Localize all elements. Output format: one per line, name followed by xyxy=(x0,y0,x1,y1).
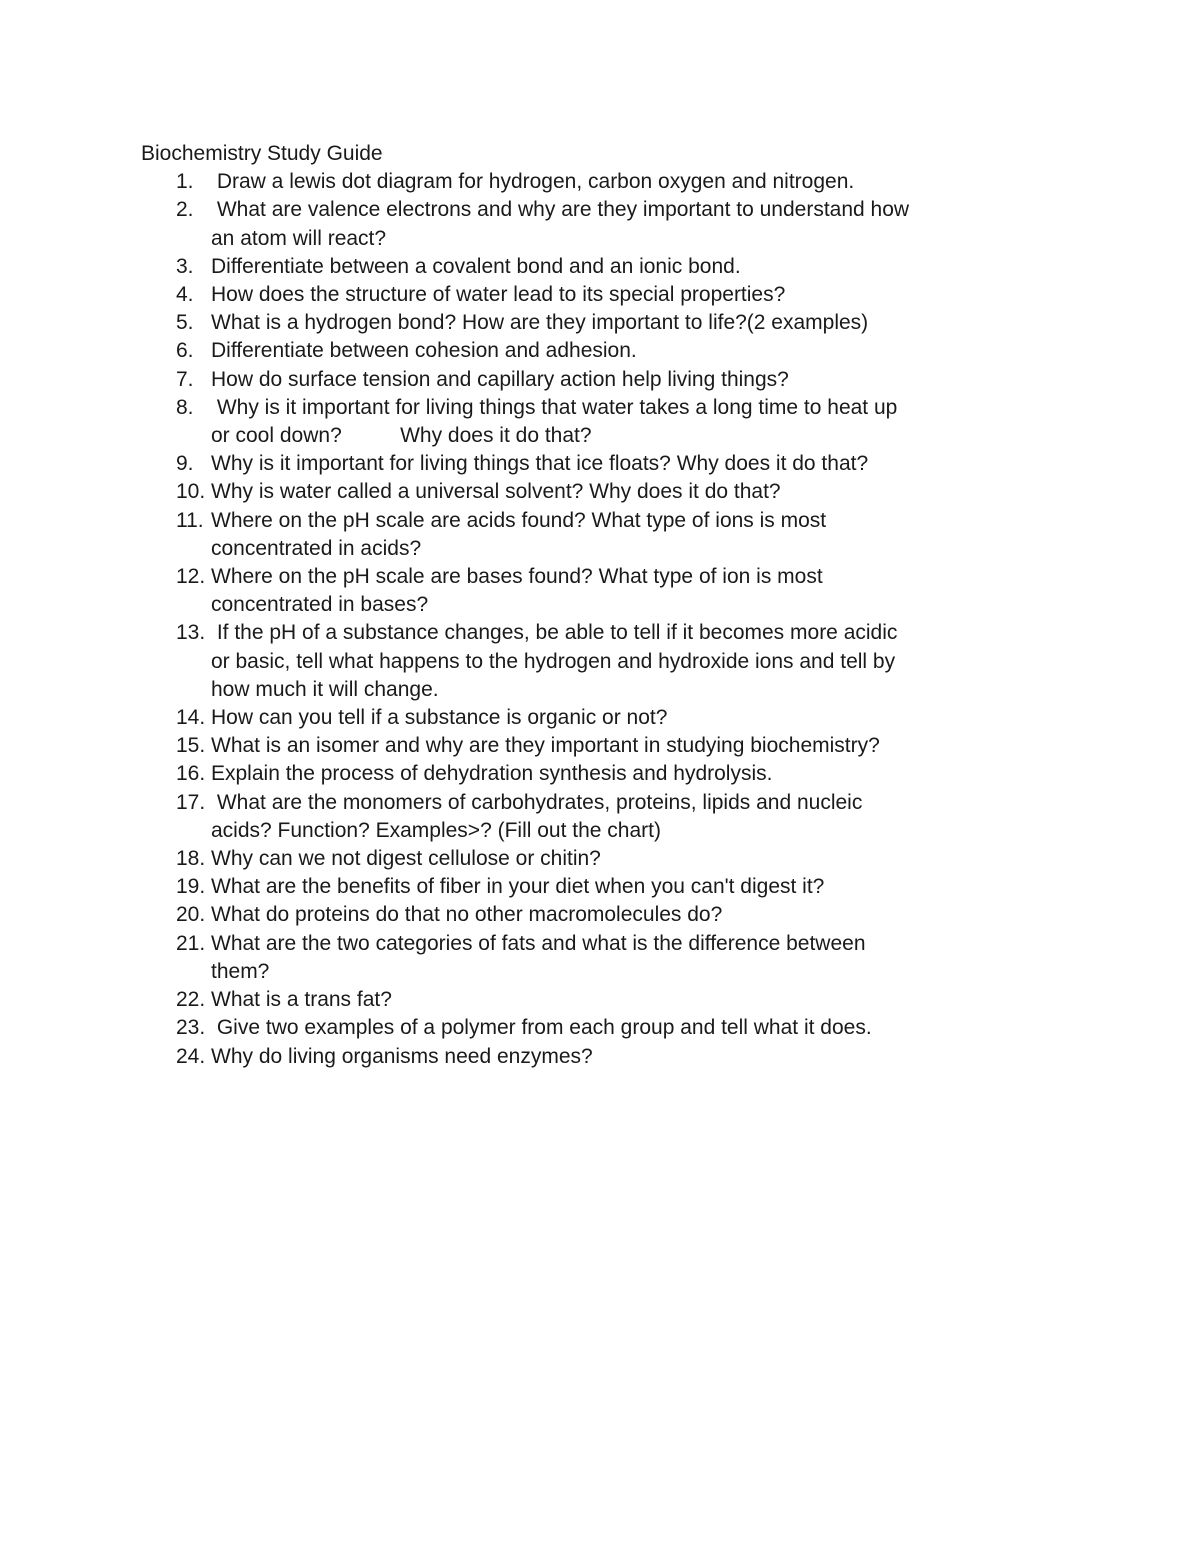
list-item xyxy=(141,986,1041,1014)
question-text: If the pH of a substance changes, be able to tell if it becomes more acidic or basic, tell what happens to the hydrogen and hydroxide ions and tell by how much it will change. xyxy=(211,621,898,701)
list-item xyxy=(141,196,1041,252)
list-item xyxy=(141,619,1041,704)
list-item xyxy=(141,1014,1041,1042)
question-text: Differentiate between cohesion and adhesion. xyxy=(211,339,637,363)
list-item xyxy=(141,873,1041,901)
list-item xyxy=(141,845,1041,873)
question-number: 21. xyxy=(176,931,206,955)
question-number: 17. xyxy=(176,790,206,814)
list-item xyxy=(141,337,1041,365)
question-number: 11. xyxy=(176,508,204,532)
question-text: What do proteins do that no other macromolecules do? xyxy=(211,903,723,927)
list-item xyxy=(141,168,1041,196)
question-number: 16. xyxy=(176,762,206,786)
question-text: Why is water called a universal solvent? Why does it do that? xyxy=(211,480,781,504)
list-item xyxy=(141,1043,1041,1071)
list-item xyxy=(141,281,1041,309)
question-text: Give two examples of a polymer from each group and tell what it does. xyxy=(211,1016,872,1040)
question-number: 23. xyxy=(176,1016,206,1040)
document-page xyxy=(141,140,1041,1071)
question-number: 14. xyxy=(176,706,206,730)
question-text: Where on the pH scale are bases found? What type of ion is most concentrated in bases? xyxy=(211,565,823,617)
question-number: 4. xyxy=(176,283,194,307)
question-number: 18. xyxy=(176,847,206,871)
question-text: Explain the process of dehydration synthesis and hydrolysis. xyxy=(211,762,773,786)
list-item xyxy=(141,309,1041,337)
question-number: 22. xyxy=(176,988,206,1012)
question-number: 7. xyxy=(176,367,194,391)
question-text: What are the benefits of fiber in your diet when you can't digest it? xyxy=(211,875,825,899)
question-text: What is an isomer and why are they important in studying biochemistry? xyxy=(211,734,880,758)
list-item xyxy=(141,507,1041,563)
list-item xyxy=(141,704,1041,732)
question-number: 20. xyxy=(176,903,206,927)
question-text: What is a trans fat? xyxy=(211,988,392,1012)
question-number: 6. xyxy=(176,339,194,363)
question-text: How can you tell if a substance is organic or not? xyxy=(211,706,668,730)
list-item xyxy=(141,732,1041,760)
question-text: What are the monomers of carbohydrates, proteins, lipids and nucleic acids? Function? Examples>? (Fill out the chart) xyxy=(211,790,863,842)
question-text: Where on the pH scale are acids found? What type of ions is most concentrated in acids? xyxy=(211,508,827,560)
question-text: What are valence electrons and why are they important to understand how an atom will react? xyxy=(211,198,910,250)
question-number: 12. xyxy=(176,565,206,589)
list-item xyxy=(141,789,1041,845)
question-text: How do surface tension and capillary action help living things? xyxy=(211,367,789,391)
list-item xyxy=(141,563,1041,619)
question-number: 9. xyxy=(176,452,194,476)
question-text: Why can we not digest cellulose or chitin? xyxy=(211,847,601,871)
list-item xyxy=(141,478,1041,506)
question-text: What are the two categories of fats and what is the difference between them? xyxy=(211,931,866,983)
list-item xyxy=(141,901,1041,929)
question-text: Differentiate between a covalent bond and an ionic bond. xyxy=(211,254,741,278)
question-number: 2. xyxy=(176,198,194,222)
question-number: 1. xyxy=(176,170,194,194)
question-text: How does the structure of water lead to its special properties? xyxy=(211,283,786,307)
question-text: Draw a lewis dot diagram for hydrogen, carbon oxygen and nitrogen. xyxy=(211,170,855,194)
question-number: 3. xyxy=(176,254,194,278)
question-list xyxy=(141,168,1041,1071)
question-number: 19. xyxy=(176,875,206,899)
question-number: 5. xyxy=(176,311,194,335)
question-text: What is a hydrogen bond? How are they important to life?(2 examples) xyxy=(211,311,869,335)
list-item xyxy=(141,394,1041,450)
list-item xyxy=(141,253,1041,281)
question-number: 24. xyxy=(176,1044,206,1068)
question-text: Why do living organisms need enzymes? xyxy=(211,1044,593,1068)
document-title: Biochemistry Study Guide xyxy=(141,142,383,165)
question-text: Why is it important for living things that ice floats? Why does it do that? xyxy=(211,452,869,476)
list-item xyxy=(141,930,1041,986)
question-number: 10. xyxy=(176,480,206,504)
question-text: Why is it important for living things that water takes a long time to heat up or cool down? Why does it do that? xyxy=(211,395,898,448)
list-item xyxy=(141,760,1041,788)
question-number: 15. xyxy=(176,734,206,758)
list-item xyxy=(141,366,1041,394)
question-number: 8. xyxy=(176,395,194,419)
question-number: 13. xyxy=(176,621,206,645)
list-item xyxy=(141,450,1041,478)
